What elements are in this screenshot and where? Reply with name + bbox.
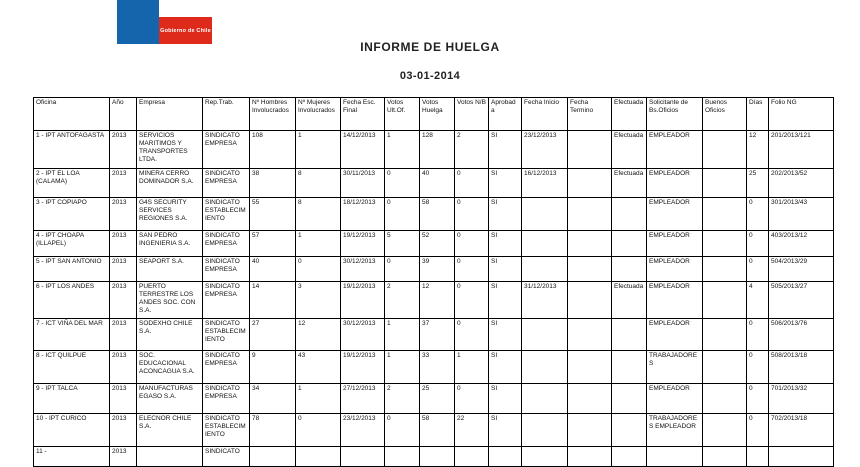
table-cell: 19/12/2013 bbox=[341, 282, 385, 319]
table-cell: 403/2013/12 bbox=[769, 231, 834, 257]
table-cell: SI bbox=[489, 131, 522, 169]
table-cell bbox=[341, 447, 385, 467]
table-row bbox=[34, 198, 834, 231]
table-cell bbox=[568, 231, 612, 257]
table-cell: 1 bbox=[296, 131, 341, 169]
table-cell: 5 - IPT SAN ANTONIO bbox=[34, 257, 110, 282]
table-cell bbox=[647, 447, 703, 467]
table-cell: 52 bbox=[420, 231, 455, 257]
table-body bbox=[34, 131, 834, 467]
table-cell: 1 bbox=[296, 384, 341, 414]
table-cell: 25 bbox=[747, 169, 769, 198]
table-cell: 23/12/2013 bbox=[341, 414, 385, 447]
table-cell bbox=[522, 231, 568, 257]
table-cell: 30/12/2013 bbox=[341, 319, 385, 351]
table-cell: EMPLEADOR bbox=[647, 257, 703, 282]
table-cell: 0 bbox=[747, 384, 769, 414]
table-cell: 2 - IPT EL LOA (CALAMA) bbox=[34, 169, 110, 198]
table-cell bbox=[612, 319, 647, 351]
table-cell: 22 bbox=[455, 414, 489, 447]
table-cell: ELECNOR CHILE S.A. bbox=[137, 414, 203, 447]
table-cell bbox=[568, 169, 612, 198]
table-cell: 3 bbox=[296, 282, 341, 319]
table-cell bbox=[703, 351, 747, 384]
table-cell: TRABAJADORES EMPLEADOR bbox=[647, 414, 703, 447]
table-cell: 9 - IPT TALCA bbox=[34, 384, 110, 414]
table-cell: 2013 bbox=[110, 351, 137, 384]
table-cell bbox=[612, 384, 647, 414]
table-cell: 0 bbox=[455, 282, 489, 319]
table-cell: PUERTO TERRESTRE LOS ANDES SOC. CON S.A. bbox=[137, 282, 203, 319]
table-cell: 37 bbox=[420, 319, 455, 351]
table-cell: 0 bbox=[455, 384, 489, 414]
column-header: Folio NG bbox=[769, 98, 834, 131]
table-cell bbox=[522, 447, 568, 467]
table-cell: 23/12/2013 bbox=[522, 131, 568, 169]
table-cell: 301/2013/43 bbox=[769, 198, 834, 231]
strike-table bbox=[33, 97, 834, 467]
table-cell: SODEXHO CHILE S.A. bbox=[137, 319, 203, 351]
table-cell bbox=[137, 447, 203, 467]
table-cell: SINDICATO ESTABLECIMIENTO bbox=[203, 414, 250, 447]
table-cell: 7 - ICT VIÑA DEL MAR bbox=[34, 319, 110, 351]
table-cell bbox=[522, 351, 568, 384]
table-cell: 14/12/2013 bbox=[341, 131, 385, 169]
column-header: Rep.Trab. bbox=[203, 98, 250, 131]
table-cell: MANUFACTURAS EGASO S.A. bbox=[137, 384, 203, 414]
table-cell: 2013 bbox=[110, 384, 137, 414]
table-cell: 58 bbox=[420, 198, 455, 231]
table-cell: EMPLEADOR bbox=[647, 131, 703, 169]
table-cell: SINDICATO ESTABLECIMIENTO bbox=[203, 319, 250, 351]
table-cell: 0 bbox=[747, 257, 769, 282]
column-header: Efectuada bbox=[612, 98, 647, 131]
table-cell bbox=[420, 447, 455, 467]
table-cell: 30/11/2013 bbox=[341, 169, 385, 198]
table-cell: 11 - bbox=[34, 447, 110, 467]
table-cell: EMPLEADOR bbox=[647, 231, 703, 257]
table-cell: 2013 bbox=[110, 282, 137, 319]
table-cell: 19/12/2013 bbox=[341, 351, 385, 384]
table-cell: SINDICATO ESTABLECIMIENTO bbox=[203, 198, 250, 231]
table-cell: SINDICATO EMPRESA bbox=[203, 169, 250, 198]
table-cell bbox=[296, 447, 341, 467]
table-cell: 1 bbox=[296, 231, 341, 257]
table-cell: 58 bbox=[420, 414, 455, 447]
table-cell: SI bbox=[489, 257, 522, 282]
table-cell: 201/2013/121 bbox=[769, 131, 834, 169]
table-cell bbox=[568, 414, 612, 447]
table-cell: 2013 bbox=[110, 319, 137, 351]
table-cell bbox=[703, 169, 747, 198]
header-row bbox=[34, 98, 834, 131]
table-cell: 0 bbox=[455, 169, 489, 198]
table-cell bbox=[703, 131, 747, 169]
column-header: Oficina bbox=[34, 98, 110, 131]
table-cell: 40 bbox=[250, 257, 296, 282]
table-cell bbox=[522, 384, 568, 414]
table-cell: 38 bbox=[250, 169, 296, 198]
column-header: Nº Hombres Involucrados bbox=[250, 98, 296, 131]
table-header bbox=[34, 98, 834, 131]
table-cell: 1 bbox=[385, 319, 420, 351]
page-title: INFORME DE HUELGA bbox=[360, 40, 500, 54]
table-cell: 0 bbox=[747, 351, 769, 384]
table-cell bbox=[612, 447, 647, 467]
table-cell bbox=[250, 447, 296, 467]
table-cell bbox=[612, 198, 647, 231]
table-cell: SI bbox=[489, 198, 522, 231]
table-row bbox=[34, 319, 834, 351]
table-cell: 25 bbox=[420, 384, 455, 414]
table-cell bbox=[612, 231, 647, 257]
table-cell: SINDICATO bbox=[203, 447, 250, 467]
table-cell: 504/2013/29 bbox=[769, 257, 834, 282]
table-row bbox=[34, 231, 834, 257]
table-cell bbox=[568, 198, 612, 231]
table-cell: SINDICATO EMPRESA bbox=[203, 231, 250, 257]
table-cell bbox=[455, 447, 489, 467]
table-cell: 31/12/2013 bbox=[522, 282, 568, 319]
table-cell: 10 - IPT CURICO bbox=[34, 414, 110, 447]
table-cell: SOC. EDUCACIONAL ACONCAGUA S.A. bbox=[137, 351, 203, 384]
table-cell bbox=[703, 447, 747, 467]
table-cell: 128 bbox=[420, 131, 455, 169]
table-cell: 4 - IPT CHOAPA (ILLAPEL) bbox=[34, 231, 110, 257]
table-cell: 0 bbox=[296, 257, 341, 282]
column-header: Fecha Esc. Final bbox=[341, 98, 385, 131]
table-cell: 57 bbox=[250, 231, 296, 257]
table-cell bbox=[385, 447, 420, 467]
table-cell: SI bbox=[489, 414, 522, 447]
table-cell: SI bbox=[489, 169, 522, 198]
table-row bbox=[34, 384, 834, 414]
table-cell: 1 bbox=[385, 131, 420, 169]
table-cell: EMPLEADOR bbox=[647, 319, 703, 351]
table-cell: SAN PEDRO INGENIERIA S.A. bbox=[137, 231, 203, 257]
column-header: Aprobada bbox=[489, 98, 522, 131]
table-cell: 14 bbox=[250, 282, 296, 319]
column-header: Fecha Termino bbox=[568, 98, 612, 131]
table-cell: 0 bbox=[747, 319, 769, 351]
table-cell bbox=[703, 257, 747, 282]
table-cell: 34 bbox=[250, 384, 296, 414]
table-cell: 1 bbox=[385, 351, 420, 384]
table-cell: 2013 bbox=[110, 447, 137, 467]
table-row bbox=[34, 351, 834, 384]
column-header: Buenos Oficios bbox=[703, 98, 747, 131]
table-cell bbox=[568, 257, 612, 282]
table-cell: 505/2013/27 bbox=[769, 282, 834, 319]
table-cell bbox=[568, 351, 612, 384]
column-header: Fecha Inicio bbox=[522, 98, 568, 131]
report-date: 03-01-2014 bbox=[399, 70, 461, 82]
table-cell bbox=[489, 447, 522, 467]
table-cell: EMPLEADOR bbox=[647, 169, 703, 198]
table-cell bbox=[568, 131, 612, 169]
table-cell: SINDICATO EMPRESA bbox=[203, 351, 250, 384]
table-cell: 0 bbox=[455, 231, 489, 257]
table-cell: 1 bbox=[455, 351, 489, 384]
table-cell: MINERA CERRO DOMINADOR S.A. bbox=[137, 169, 203, 198]
column-header: Solicitante de Bs.Oficios bbox=[647, 98, 703, 131]
table-cell: SI bbox=[489, 282, 522, 319]
table-cell: SINDICATO EMPRESA bbox=[203, 257, 250, 282]
table-cell: 33 bbox=[420, 351, 455, 384]
table-cell: SINDICATO EMPRESA bbox=[203, 131, 250, 169]
table-cell bbox=[568, 384, 612, 414]
table-cell: 9 bbox=[250, 351, 296, 384]
table-cell: 2013 bbox=[110, 131, 137, 169]
table-cell: EMPLEADOR bbox=[647, 384, 703, 414]
table-cell: SI bbox=[489, 319, 522, 351]
table-cell: 0 bbox=[747, 231, 769, 257]
logo-text: Gobierno de Chile bbox=[160, 27, 211, 34]
table-cell: SI bbox=[489, 384, 522, 414]
table-cell: 43 bbox=[296, 351, 341, 384]
table-cell: 4 bbox=[747, 282, 769, 319]
column-header: Votos N/B bbox=[455, 98, 489, 131]
table-cell bbox=[522, 414, 568, 447]
table-cell bbox=[703, 198, 747, 231]
table-cell: SI bbox=[489, 351, 522, 384]
table-cell: 6 - IPT LOS ANDES bbox=[34, 282, 110, 319]
table-row bbox=[34, 131, 834, 169]
table-cell bbox=[703, 282, 747, 319]
table-cell: 2013 bbox=[110, 257, 137, 282]
table-cell: 2 bbox=[385, 282, 420, 319]
table-cell: 0 bbox=[747, 198, 769, 231]
table-cell: SI bbox=[489, 231, 522, 257]
table-cell bbox=[568, 282, 612, 319]
table-cell: 55 bbox=[250, 198, 296, 231]
table-cell: Efectuada bbox=[612, 169, 647, 198]
column-header: Empresa bbox=[137, 98, 203, 131]
table-cell bbox=[612, 414, 647, 447]
table-cell: 27/12/2013 bbox=[341, 384, 385, 414]
table-cell bbox=[703, 414, 747, 447]
column-header: Votos Ult.Of. bbox=[385, 98, 420, 131]
table-cell bbox=[747, 447, 769, 467]
table-cell: 2 bbox=[455, 131, 489, 169]
table-cell: 12 bbox=[747, 131, 769, 169]
table-cell: SINDICATO EMPRESA bbox=[203, 384, 250, 414]
table-cell: G4S SECURITY SERVICES REGIONES S.A. bbox=[137, 198, 203, 231]
table-cell: 12 bbox=[420, 282, 455, 319]
table-cell: 702/2013/18 bbox=[769, 414, 834, 447]
table-cell: 3 - IPT COPIAPO bbox=[34, 198, 110, 231]
table-row bbox=[34, 169, 834, 198]
table-cell bbox=[522, 319, 568, 351]
table-cell bbox=[568, 447, 612, 467]
table-cell bbox=[522, 257, 568, 282]
table-row bbox=[34, 257, 834, 282]
table-cell: 0 bbox=[385, 414, 420, 447]
table-cell: EMPLEADOR bbox=[647, 282, 703, 319]
column-header: Año bbox=[110, 98, 137, 131]
table-cell: 0 bbox=[385, 198, 420, 231]
table-cell: 108 bbox=[250, 131, 296, 169]
table-cell: 40 bbox=[420, 169, 455, 198]
table-cell: 0 bbox=[385, 169, 420, 198]
table-cell: 27 bbox=[250, 319, 296, 351]
table-cell bbox=[703, 384, 747, 414]
table-cell: 30/12/2013 bbox=[341, 257, 385, 282]
table-cell: 19/12/2013 bbox=[341, 231, 385, 257]
table-cell: 12 bbox=[296, 319, 341, 351]
table-cell: 2 bbox=[385, 384, 420, 414]
table-cell bbox=[769, 447, 834, 467]
table-cell bbox=[703, 319, 747, 351]
table-cell: 16/12/2013 bbox=[522, 169, 568, 198]
table-cell bbox=[568, 319, 612, 351]
table-cell: 39 bbox=[420, 257, 455, 282]
table-cell: 2013 bbox=[110, 231, 137, 257]
table-cell: SERVICIOS MARITIMOS Y TRANSPORTES LTDA. bbox=[137, 131, 203, 169]
table-cell: 701/2013/32 bbox=[769, 384, 834, 414]
table-row bbox=[34, 282, 834, 319]
column-header: Días bbox=[747, 98, 769, 131]
table-cell: 5 bbox=[385, 231, 420, 257]
table-cell: 202/2013/52 bbox=[769, 169, 834, 198]
table-cell: 0 bbox=[296, 414, 341, 447]
table-row bbox=[34, 414, 834, 447]
table-cell bbox=[612, 257, 647, 282]
table-cell: 8 bbox=[296, 198, 341, 231]
column-header: Votos Huelga bbox=[420, 98, 455, 131]
table-cell bbox=[522, 198, 568, 231]
table-cell: 18/12/2013 bbox=[341, 198, 385, 231]
table-cell: 8 bbox=[296, 169, 341, 198]
table-cell: 8 - ICT QUILPUE bbox=[34, 351, 110, 384]
table-cell: 506/2013/76 bbox=[769, 319, 834, 351]
table-cell: EMPLEADOR bbox=[647, 198, 703, 231]
table-cell: SEAPORT S.A. bbox=[137, 257, 203, 282]
table-cell: 508/2013/18 bbox=[769, 351, 834, 384]
table-cell: Efectuada bbox=[612, 131, 647, 169]
table-cell: 1 - IPT ANTOFAGASTA bbox=[34, 131, 110, 169]
flag-blue-block bbox=[117, 0, 159, 44]
table-cell: 0 bbox=[455, 257, 489, 282]
table-cell: 0 bbox=[747, 414, 769, 447]
table-cell: Efectuada bbox=[612, 282, 647, 319]
column-header: Nº Mujeres Involucrados bbox=[296, 98, 341, 131]
table-cell: 2013 bbox=[110, 198, 137, 231]
table-cell: 0 bbox=[385, 257, 420, 282]
table-row bbox=[34, 447, 834, 467]
table-cell: TRABAJADORES bbox=[647, 351, 703, 384]
table-cell: 0 bbox=[455, 198, 489, 231]
table-cell: 0 bbox=[455, 319, 489, 351]
table-cell bbox=[703, 231, 747, 257]
table-cell: 2013 bbox=[110, 414, 137, 447]
table-cell: 78 bbox=[250, 414, 296, 447]
table-cell bbox=[612, 351, 647, 384]
table-cell: 2013 bbox=[110, 169, 137, 198]
table-cell: SINDICATO EMPRESA bbox=[203, 282, 250, 319]
